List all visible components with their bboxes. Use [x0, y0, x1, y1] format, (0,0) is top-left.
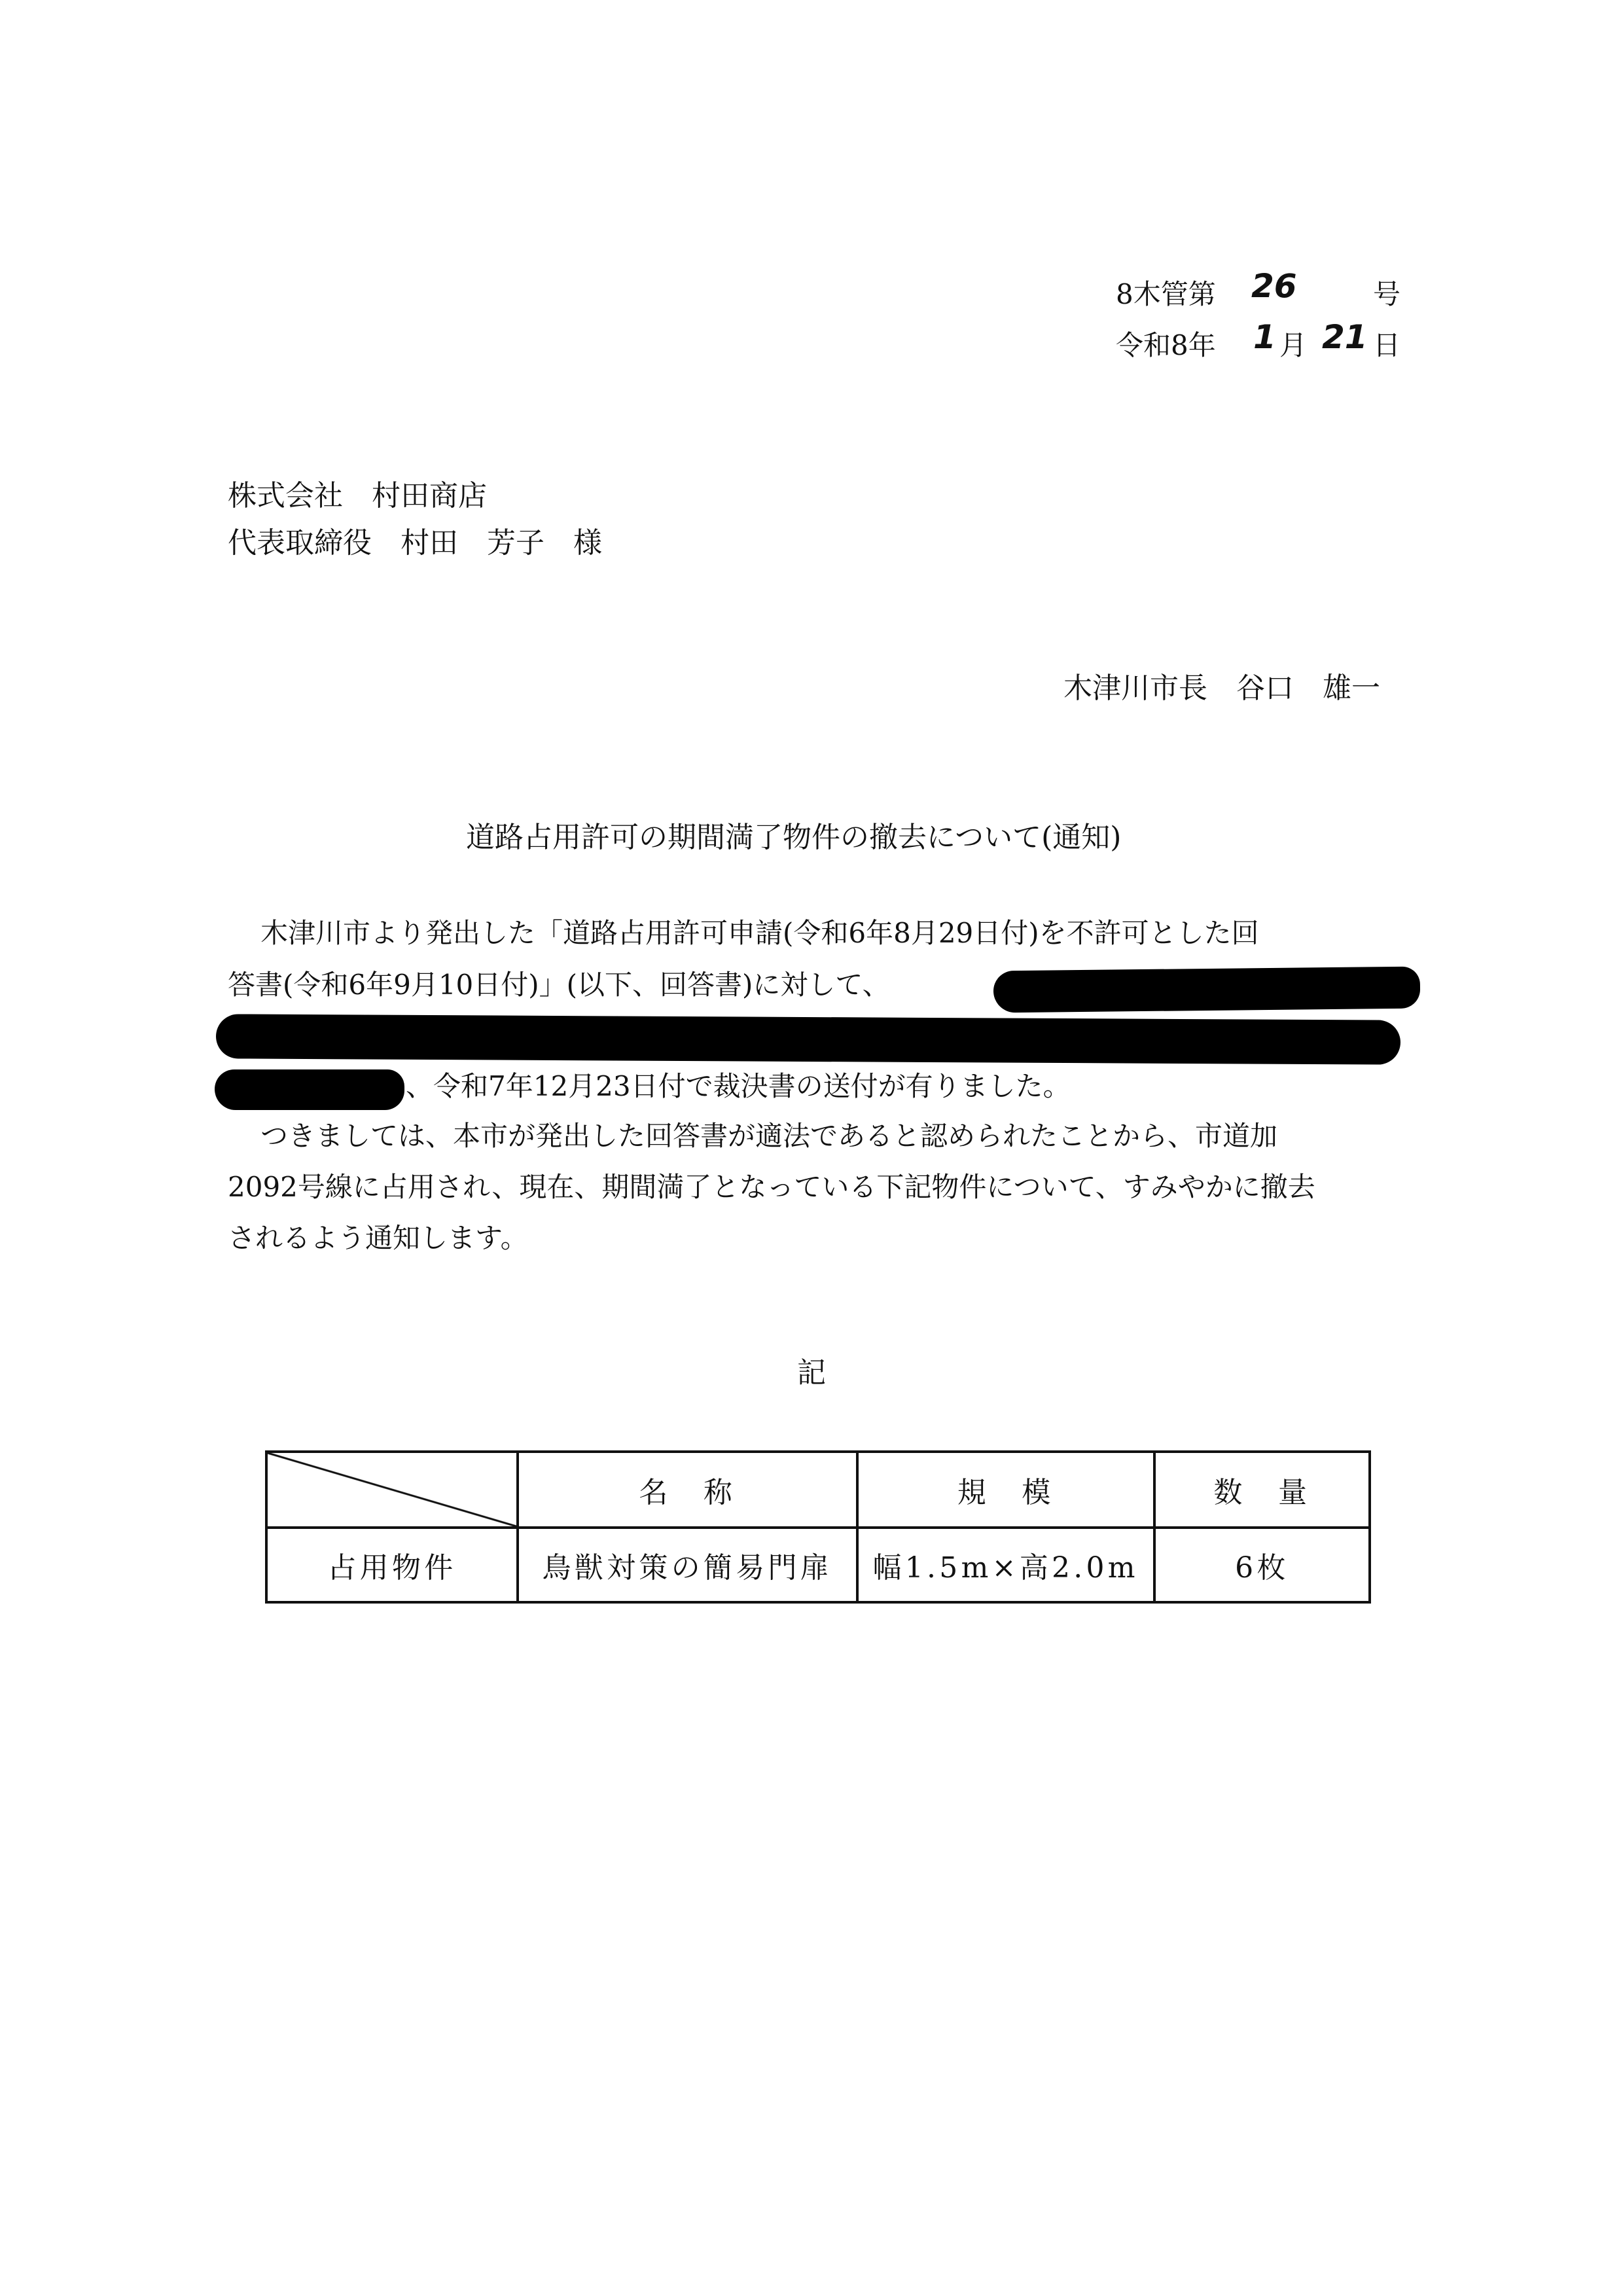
table-header-quantity: 数 量 — [1154, 1452, 1370, 1528]
recipient-company: 株式会社 村田商店 — [228, 479, 487, 512]
redaction-bar — [993, 967, 1421, 1013]
table-cell-size: 幅1.5m×高2.0m — [857, 1528, 1154, 1602]
body-line-4: 、令和7年12月23日付で裁決書の送付が有りました。 — [406, 1070, 1071, 1102]
doc-number-handwritten: 26 — [1251, 267, 1297, 305]
table-corner-cell — [266, 1452, 518, 1528]
table-cell-quantity: 6枚 — [1154, 1528, 1370, 1602]
table-row — [266, 1528, 1370, 1602]
body-line-7: されるよう通知します。 — [228, 1222, 528, 1254]
table-header-size: 規 模 — [857, 1452, 1154, 1528]
date-prefix: 令和8年 — [1116, 329, 1216, 361]
date-month-handwritten: 1 — [1253, 318, 1276, 356]
document-title: 道路占用許可の期間満了物件の撤去について(通知) — [466, 821, 1122, 854]
sender-name: 木津川市長 谷口 雄一 — [1063, 672, 1380, 705]
doc-number-prefix: 8木管第 — [1116, 278, 1216, 310]
redaction-bar — [215, 1069, 404, 1110]
doc-number-suffix: 号 — [1373, 278, 1401, 310]
body-line-1: 木津川市より発出した「道路占用許可申請(令和6年8月29日付)を不許可とした回 — [260, 917, 1259, 949]
date-day-handwritten: 21 — [1322, 318, 1368, 356]
body-line-2: 答書(令和6年9月10日付)」(以下、回答書)に対して、 — [228, 969, 890, 1001]
table-header-row — [266, 1452, 1370, 1528]
table-header-name: 名 称 — [518, 1452, 857, 1528]
table-cell-name: 鳥獣対策の簡易門扉 — [518, 1528, 857, 1602]
body-line-6: 2092号線に占用され、現在、期間満了となっている下記物件について、すみやかに撤去 — [228, 1171, 1315, 1203]
date-day-label: 日 — [1373, 329, 1401, 361]
ki-heading: 記 — [797, 1356, 826, 1390]
item-table — [265, 1450, 1371, 1604]
table-row-label: 占用物件 — [266, 1528, 518, 1602]
recipient-representative: 代表取締役 村田 芳子 様 — [228, 526, 602, 560]
body-line-5: つきましては、本市が発出した回答書が適法であると認められたことから、市道加 — [260, 1120, 1278, 1152]
date-month-label: 月 — [1279, 329, 1308, 361]
redaction-bar — [216, 1014, 1400, 1064]
